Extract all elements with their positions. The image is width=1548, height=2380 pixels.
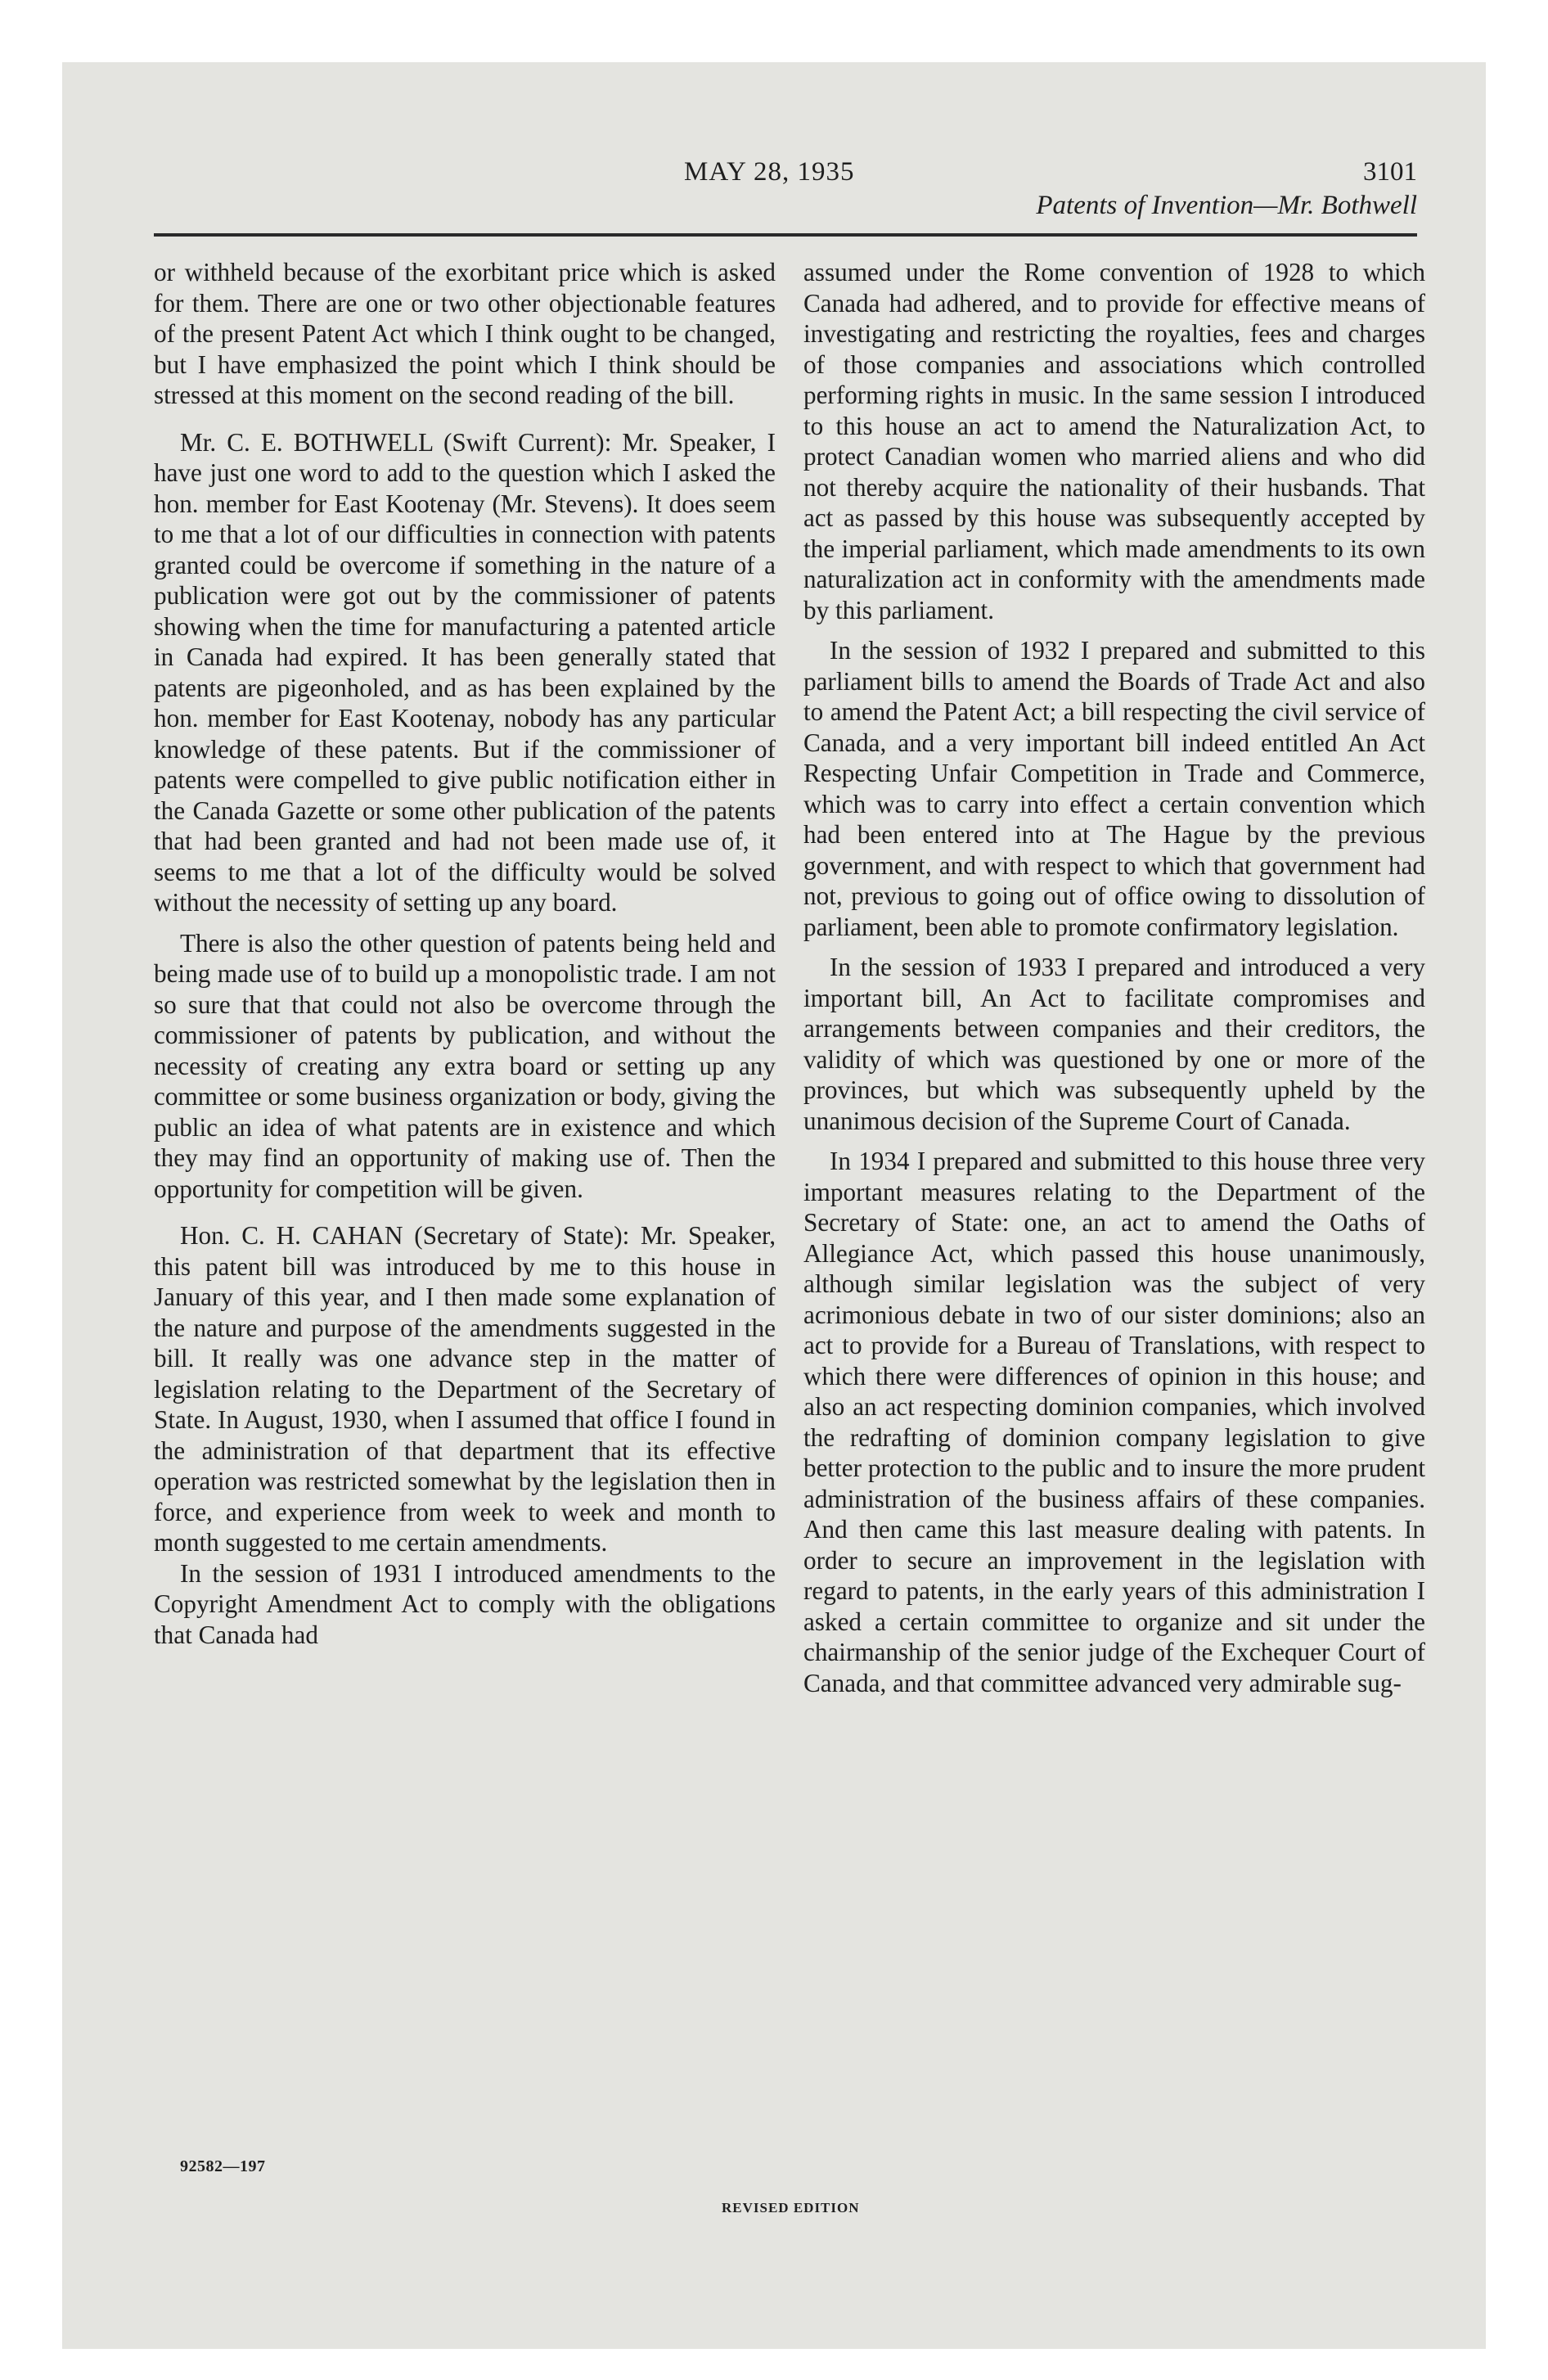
paragraph: In the session of 1931 I introduced amendments to the Copyright Amendment Act to comply with the obligations that Canada had bbox=[154, 1558, 776, 1649]
paragraph: In 1934 I prepared and submitted to this house three very important measures relating to the Department of the Secretary of State: one, an act to amend the Oaths of Allegiance Act, which passed this house unanimously, although similar legislation was the subject of very acrimonious debate in two of our sister dominions; also an act to provide for a Bureau of Translations, with respect to which there were differences of opinion in this house; and also an act respecting dominion companies, which involved the redrafting of dominion company legislation to give better protection to the public and to insure the more prudent administration of the business affairs of these companies. And then came this last measure dealing with patents. In order to secure an improvement in the legislation with regard to patents, in the early years of this administration I asked a certain committee to organize and sit under the chairmanship of the senior judge of the Exchequer Court of Canada, and that committee advanced very admirable sug- bbox=[803, 1147, 1425, 1697]
page-number: 3101 bbox=[1363, 157, 1417, 187]
header-date: MAY 28, 1935 bbox=[684, 157, 855, 187]
paragraph: or withheld because of the exorbitant price which is asked for them. There are one or two other objectionable features of the present Patent Act which I think ought to be changed, but I have emphasized the point which I think should be stressed at this moment on the second reading of the bill. bbox=[154, 258, 776, 409]
scanned-page bbox=[62, 62, 1486, 2349]
print-code: 92582—197 bbox=[180, 2157, 266, 2175]
paragraph: assumed under the Rome convention of 1928 to which Canada had adhered, and to provide for effective means of investigating and restricting the royalties, fees and charges of those companies and associations which controlled performing rights in music. In the same session I introduced to this house an act to amend the Naturalization Act, to protect Canadian women who married aliens and who did not thereby acquire the nationality of their husbands. That act as passed by this house was subsequently accepted by the imperial parliament, which made amendments to its own naturalization act in conformity with the amendments made by this parliament. bbox=[803, 258, 1425, 624]
edition-label: REVISED EDITION bbox=[722, 2200, 860, 2215]
paragraph: In the session of 1933 I prepared and introduced a very important bill, An Act to facilitate compromises and arrangements between companies and their creditors, the validity of which was questioned by one or more of the provinces, but which was subsequently upheld by the unanimous decision of the Supreme Court of Canada. bbox=[803, 953, 1425, 1135]
paragraph: Hon. C. H. CAHAN (Secretary of State): Mr. Speaker, this patent bill was introduced by me to this house in January of this year, and I then made some explanation of the nature and purpose of the amendments suggested in the bill. It really was one advance step in the matter of legislation relating to the Department of the Secretary of State. In August, 1930, when I assumed that office I found in the administration of that department that its effective operation was restricted somewhat by the legislation then in force, and experience from week to week and month to month suggested to me certain amendments. bbox=[154, 1221, 776, 1557]
header-rule bbox=[154, 233, 1417, 237]
paragraph: There is also the other question of patents being held and being made use of to build up a monopolistic trade. I am not so sure that that could not also be overcome through the commissioner of patents by publication, and without the necessity of creating any extra board or setting up any committee or some business organization or body, giving the public an idea of what patents are in existence and which they may find an opportunity of making use of. Then the opportunity for competition will be given. bbox=[154, 928, 776, 1203]
paragraph: In the session of 1932 I prepared and submitted to this parliament bills to amend the Boards of Trade Act and also to amend the Patent Act; a bill respecting the civil service of Canada, and a very important bill indeed entitled An Act Respecting Unfair Competition in Trade and Commerce, which was to carry into effect a certain convention which had been entered into at The Hague by the previous government, and with respect to which that government had not, previous to going out of office owing to dissolution of parliament, been able to promote confirmatory legislation. bbox=[803, 636, 1425, 941]
left-column bbox=[154, 257, 776, 1650]
running-head-subtitle: Patents of Invention—Mr. Bothwell bbox=[1036, 191, 1417, 220]
right-column bbox=[803, 257, 1425, 1698]
paragraph: Mr. C. E. BOTHWELL (Swift Current): Mr. Speaker, I have just one word to add to the question which I asked the hon. member for East Kootenay (Mr. Stevens). It does seem to me that a lot of our difficulties in connection with patents granted could be overcome if something in the nature of a publication were got out by the commissioner of patents showing when the time for manufacturing a patented article in Canada had expired. It has been generally stated that patents are pigeonholed, and as has been explained by the hon. member for East Kootenay, nobody has any particular knowledge of these patents. But if the commissioner of patents were compelled to give public notification either in the Canada Gazette or some other publication of the patents that had been granted and had not been made use of, it seems to me that a lot of the difficulty would be solved without the necessity of setting up any board. bbox=[154, 427, 776, 917]
